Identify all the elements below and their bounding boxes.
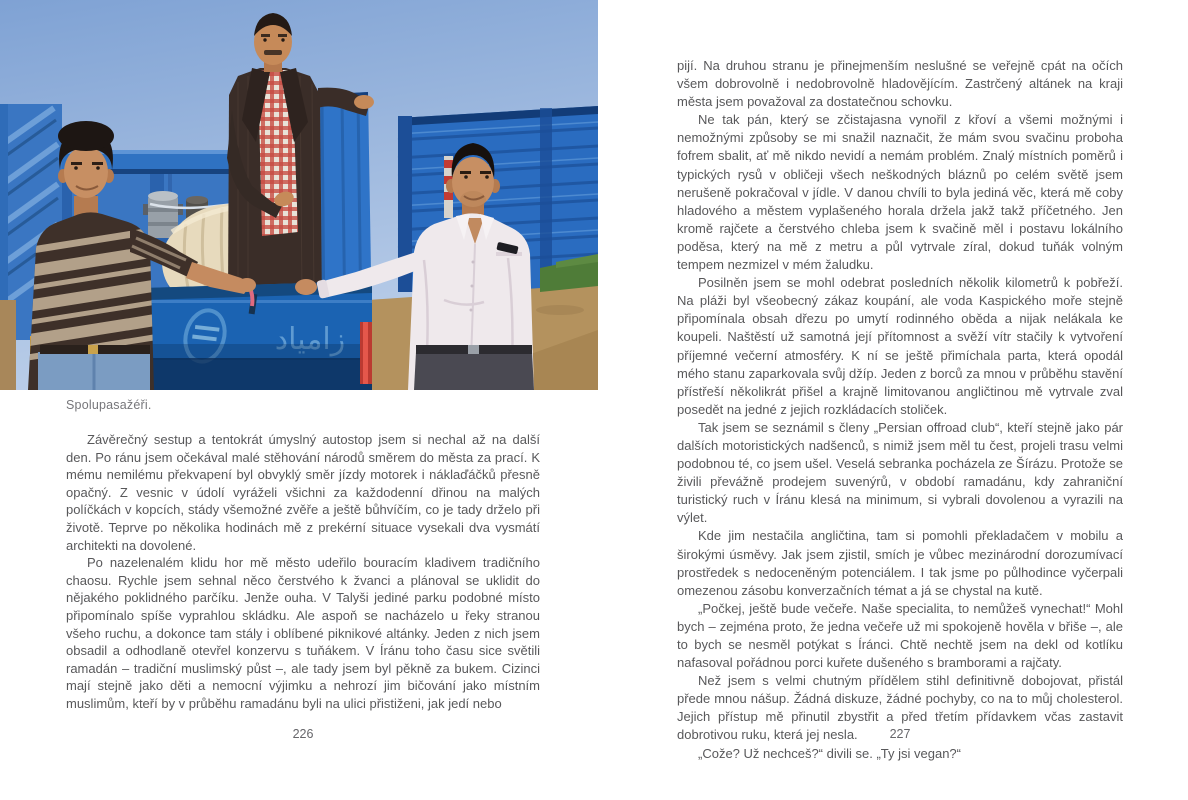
left-page-text bbox=[66, 431, 540, 713]
paragraph: „Cože? Už nechceš?“ divili se. „Ty jsi vegan?“ bbox=[698, 745, 961, 761]
photo-illustration bbox=[0, 0, 598, 390]
paragraph: Posilněn jsem se mohl odebrat posledních několik kilometrů k pobřeží. Na pláži byl všeobecný zákaz koupání, ale voda Kaspického moře stejně připomínala obsah dřezu po umytí rodinného oběda a nijak nelákala ke koupeli. Naštěstí už samotná její přítomnost a svěží vítr stačily k vytvoření příjemné večerní atmosféry. K ní se ještě přimíchala parta, která opodál mého stanu zaparkovala svůj džíp. Jeden z borců za mnou v průběhu stavění přístřeší několikrát přišel a krajně limitovanou angličtinou mě vytrvale zval posedět na jedné z jejich rozkládacích stoliček. bbox=[677, 275, 1123, 417]
paragraph: Tak jsem se seznámil s členy „Persian offroad club“, kteří stejně jako pár dalších motoristických nadšenců, s nimiž jsem měl tu čest, projeli trasu velmi podobnou té, co jsem ušel. Veselá sebranka pocházela ze Šírázu. Protože se živili převážně prodejem suvenýrů, v období ramadánu, kdy zahraniční turistický ruch v Íránu klesá na minimum, si vybrali dovolenou a vyrazili na výlet. bbox=[677, 419, 1123, 526]
paragraph: pijí. Na druhou stranu je přinejmenším neslušné se veřejně cpát na očích všem dobrovolně i nedobrovolně hladovějícím. Zastrčený altánek na kraji města jsem považoval za dostatečnou schovku. bbox=[677, 58, 1123, 110]
paragraph: Závěrečný sestup a tentokrát úmyslný autostop jsem si nechal až na další den. Po ránu jsem očekával malé stěhování národů směrem do města za prací. K mému nemilému překvapení byl obvyklý směr jízdy motorek i náklaďáčků přesně opačný. Z vesnic v údolí vyráželi všichni za každodenní dřinou na malých políčkách v kopcích, stády všemožné zvěře a ještě bůhvíčím, co je tady drželo při životě. Teprve po několika hodinách mě z prekérní situace vysekali dva vysmátí architekti na dovolené. bbox=[66, 432, 540, 553]
paragraph: Než jsem s velmi chutným přídělem stihl definitivně dobojovat, přistál přede mnou nášup. Žádná diskuze, žádné pochyby, co na to můj cholesterol. Jejich přístup mě přinutil zbystřit a před třetím přídavkem včas zastavit dobrotivou ruku, která jej nesla. bbox=[677, 673, 1123, 743]
paragraph: Po nazelenalém klidu hor mě město udeřilo bouracím kladivem tradičního chaosu. Rychle jsem sehnal něco čerstvého k žvanci a plánoval se uklidit do nějakého poklidného parčíku. Jenže ouha. V Talyši jediné parku podobné místo připomínalo spíše vyprahlou skládku. Ale aspoň se nacházelo u řeky stranou všeho ruchu, a dokonce tam stály i oblíbené piknikové altánky. Jeden z nich jsem obsadil a odhodlaně otevřel konzervu s tuňákem. V Íránu toho času sice světili ramadán – tradiční muslimský půst –, ale tady jsem byl pěkně za bukem. Cizinci mají stejně jako děti a nemocní výjimku a nehrozí jim bičování jako místním muslimům, kteří by v průběhu ramadánu byli na ulici přistiženi, jak jedí nebo bbox=[66, 555, 540, 711]
page-number-right: 227 bbox=[889, 727, 911, 741]
paragraph: Ne tak pán, který se zčistajasna vynořil z křoví a všemi možnými i nemožnými způsoby se mi snažil naznačit, že mám svou svačinu proboha fofrem sbalit, ať mě nikdo nevidí a nemám problém. Znalý místních poměrů i typických rysů v obličeji všech neškodných bláznů po celém světě jsem nerušeně pokračoval v jídle. V danou chvíli to byla jediná věc, která mě coby hladového a městem vyplašeného horala držela jakž takž příčetného. Jen kromě rajčete a čerstvého chleba jsem k svačině měl i postavu lokálního poděsa, který na mě z metru a půl vytrvale zíral, dokud tuňák volným tempem nezmizel v mém žaludku. bbox=[677, 112, 1123, 273]
photo-caption: Spolupasažéři. bbox=[66, 398, 152, 412]
paragraph: Kde jim nestačila angličtina, tam si pomohli překladačem v mobilu a širokými úsměvy. Jak jsem zjistil, smích je vůbec mezinárodní dorozumívací prostředek s nedoceněným potenciálem. I tak jsme po půlhodince vyčerpali omezenou zásobu konverzačních témat a já se chystal na kutě. bbox=[677, 528, 1123, 598]
photo-three-men-with-sheep-truck bbox=[0, 0, 598, 390]
truck-tailgate bbox=[143, 281, 372, 390]
truck-brand-text: زامیاد bbox=[274, 322, 346, 357]
paragraph: „Počkej, ještě bude večeře. Naše specialita, to nemůžeš vynechat!“ Mohl bych – zejména proto, že jedna večeře už mi spokojeně hověla v břiše –, ale to bych se nesměl potýkat s Íránci. Chtě nechtě jsem na dekl od kotlíku nafasoval pořádnou porci kuřete dušeného s bramborami a rajčaty. bbox=[677, 600, 1123, 671]
page-number-left: 226 bbox=[292, 727, 314, 741]
right-page-text bbox=[677, 57, 1123, 763]
